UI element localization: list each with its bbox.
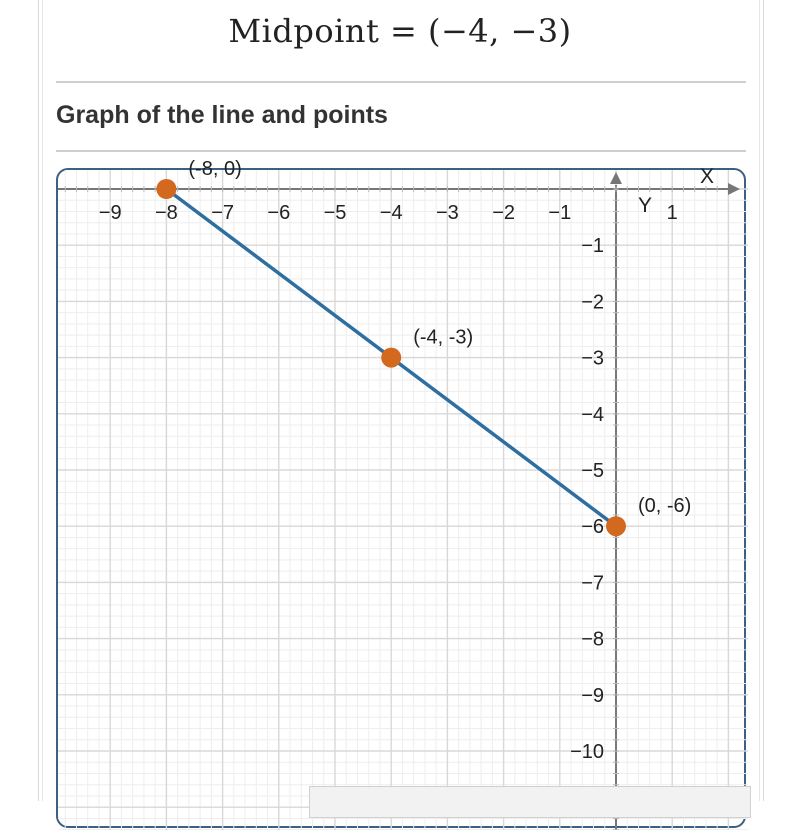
- bottom-panel: [309, 786, 751, 818]
- section-title: Graph of the line and points: [56, 101, 388, 129]
- x-tick-label: −9: [98, 202, 122, 224]
- data-point: [606, 516, 626, 536]
- y-axis-label: Y: [638, 194, 653, 217]
- y-tick-label: −4: [581, 403, 604, 426]
- y-tick-label: −5: [581, 460, 604, 482]
- x-tick-label: −2: [492, 202, 516, 224]
- x-tick-label: −3: [435, 202, 459, 224]
- x-tick-label: 1: [666, 202, 678, 224]
- y-tick-label: −1: [581, 235, 604, 258]
- frame-right-border-inner: [759, 0, 760, 801]
- x-tick-label: −6: [267, 202, 291, 224]
- data-point-label: (0, -6): [638, 495, 692, 518]
- y-tick-label: −7: [581, 572, 604, 595]
- divider-top: [56, 81, 746, 83]
- x-tick-label: −7: [211, 202, 235, 224]
- data-point: [156, 179, 176, 199]
- line-graph[interactable]: [58, 158, 748, 830]
- x-axis-label: X: [700, 165, 715, 188]
- frame-left-border-inner: [42, 0, 43, 801]
- midpoint-equation: Midpoint = (−4, −3): [228, 12, 572, 50]
- y-tick-label: −3: [581, 347, 604, 370]
- data-point-label: (-8, 0): [188, 158, 242, 180]
- y-tick-label: −9: [581, 684, 604, 707]
- x-tick-label: −4: [379, 202, 403, 224]
- x-tick-label: −1: [548, 202, 572, 224]
- y-axis-arrow: [610, 172, 622, 184]
- frame-right-border: [763, 0, 764, 801]
- y-tick-label: −10: [570, 741, 604, 763]
- data-point-label: (-4, -3): [413, 326, 474, 349]
- data-point: [381, 348, 401, 368]
- x-axis-arrow: [728, 183, 740, 195]
- y-tick-label: −8: [581, 628, 604, 651]
- divider-middle: [56, 150, 746, 152]
- y-tick-label: −2: [581, 291, 604, 314]
- frame-left-border: [38, 0, 39, 801]
- x-tick-label: −5: [323, 202, 347, 224]
- graph-panel[interactable]: [56, 158, 746, 828]
- x-tick-label: −8: [154, 202, 178, 224]
- y-tick-label: −6: [581, 516, 604, 539]
